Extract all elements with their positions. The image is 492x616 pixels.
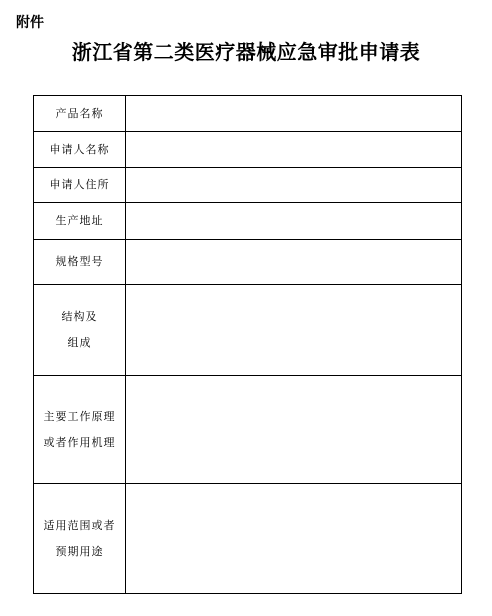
label-line: 结构及 <box>61 310 98 323</box>
label-product-name <box>34 96 126 132</box>
application-form-table <box>33 95 462 594</box>
field-applicant-name[interactable] <box>126 132 462 168</box>
label-applicant-address <box>34 168 126 203</box>
label-intended-use <box>34 484 126 594</box>
field-structure[interactable] <box>126 285 462 376</box>
label-working-principle <box>34 376 126 484</box>
form-row-model-spec <box>34 240 462 285</box>
form-row-structure <box>34 285 462 376</box>
label-line: 生产地址 <box>55 214 104 227</box>
label-line: 规格型号 <box>55 255 104 268</box>
field-production-address[interactable] <box>126 203 462 240</box>
label-applicant-name <box>34 132 126 168</box>
form-row-applicant-name <box>34 132 462 168</box>
label-line: 申请人住所 <box>49 178 110 191</box>
field-model-spec[interactable] <box>126 240 462 285</box>
label-line: 申请人名称 <box>49 142 110 156</box>
label-line: 主要工作原理 <box>43 409 116 423</box>
label-production-address <box>34 203 126 240</box>
label-structure <box>34 285 126 376</box>
form-row-production-address <box>34 203 462 240</box>
field-product-name[interactable] <box>126 96 462 132</box>
attachment-label: 附件 <box>16 15 44 31</box>
form-row-intended-use <box>34 484 462 594</box>
label-line: 适用范围或者 <box>43 518 116 532</box>
form-title: 浙江省第二类医疗器械应急审批申请表 <box>71 40 421 64</box>
field-intended-use[interactable] <box>126 484 462 594</box>
form-row-working-principle <box>34 376 462 484</box>
label-line: 或者作用机理 <box>43 435 116 449</box>
label-line: 产品名称 <box>55 106 104 120</box>
form-row-product-name <box>34 96 462 132</box>
label-line: 组成 <box>67 336 92 349</box>
field-working-principle[interactable] <box>126 376 462 484</box>
label-model-spec <box>34 240 126 285</box>
label-line: 预期用途 <box>55 544 104 558</box>
field-applicant-address[interactable] <box>126 168 462 203</box>
form-row-applicant-address <box>34 168 462 203</box>
